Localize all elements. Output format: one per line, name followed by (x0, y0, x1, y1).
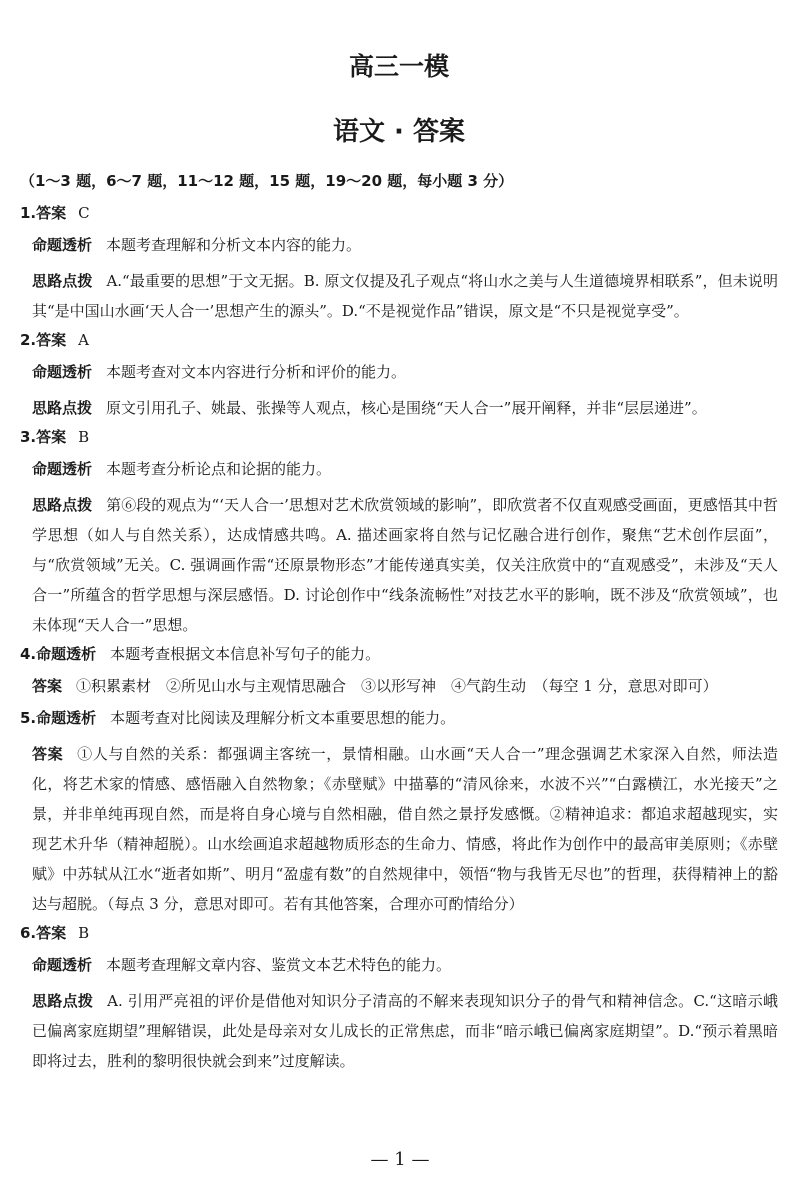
hint-label: 思路点拨 (32, 399, 93, 417)
q6-answer: B (78, 924, 90, 942)
q4-answer-row (20, 675, 778, 697)
q3-analysis: 本题考查分析论点和论据的能力。 (106, 460, 332, 478)
page-number: — 1 — (370, 1149, 430, 1170)
q5-analysis-row (20, 707, 778, 729)
q3-hint: 第⑥段的观点为“‘天人合一’思想对艺术欣赏领域的影响”，即欣赏者不仅直观感受画面，更感悟其中哲学思想（如人与自然关系），达成情感共鸣。A. 描述画家将自然与记忆融合进行创作，聚焦“艺术创作层面”，与“欣赏领域”无关。C. 强调画作需“还原景物形态”才能传递真实美，仅关注欣赏中的“直观感受”，未涉及“天人合一”所蕴含的哲学思想与深层感悟。D. 讨论创作中“线条流畅性”对技艺水平的影响，既不涉及“欣赏领域”，也未体现“天人合一”思想。 (32, 496, 778, 634)
q3-analysis-row (20, 458, 778, 480)
analysis-label: 命题透析 (32, 363, 93, 381)
hint-label: 思路点拨 (32, 272, 93, 290)
q1-answer-row (20, 202, 778, 224)
analysis-label: 命题透析 (32, 460, 93, 478)
q1-number: 1. (20, 204, 37, 222)
q1-hint: A.“最重要的思想”于文无据。B. 原文仅提及孔子观点“将山水之美与人生道德境界相联系”，但未说明其“是中国山水画‘天人合一’思想产生的源头”。D.“不是视觉作品”错误，原文是“不只是视觉享受”。 (32, 272, 778, 320)
q1-hint-row (20, 266, 778, 326)
analysis-label: 命题透析 (32, 956, 93, 974)
q4-answer: ①积累素材 ②所见山水与主观情思融合 ③以形写神 ④气韵生动 （每空 1 分，意思对即可） (76, 677, 718, 695)
q3-number: 3. (20, 428, 37, 446)
q5-answer-row (20, 739, 778, 919)
hint-label: 思路点拨 (32, 992, 94, 1010)
q3-answer-row (20, 426, 778, 448)
q6-number: 6. (20, 924, 37, 942)
q4-number: 4. (20, 645, 37, 663)
q6-answer-row (20, 922, 778, 944)
q3-answer: B (78, 428, 90, 446)
q6-hint-row (20, 986, 778, 1076)
analysis-label: 命题透析 (32, 236, 93, 254)
answer-label: 答案 (32, 745, 64, 763)
answer-label: 答案 (36, 331, 67, 349)
q4-analysis-row (20, 643, 778, 665)
page-title: 高三一模 (348, 52, 449, 81)
answer-content (20, 170, 778, 1076)
q2-hint: 原文引用孔子、姚最、张操等人观点，核心是围绕“天人合一”展开阐释，并非“层层递进”。 (106, 399, 707, 417)
q4-analysis: 本题考查根据文本信息补写句子的能力。 (110, 645, 381, 663)
q1-analysis: 本题考查理解和分析文本内容的能力。 (106, 236, 362, 254)
q2-number: 2. (20, 331, 37, 349)
analysis-label: 命题透析 (36, 645, 97, 663)
q2-answer: A (78, 331, 89, 349)
answer-label: 答案 (36, 204, 67, 222)
q3-hint-row (20, 490, 778, 640)
page-subtitle: 语文 · 答案 (333, 117, 465, 147)
q5-answer: ①人与自然的关系：都强调主客统一，景情相融。山水画“天人合一”理念强调艺术家深入自然，师法造化，将艺术家的情感、感悟融入自然物象；《赤壁赋》中描摹的“清风徐来，水波不兴”“白露横江，水光接天”之景，并非单纯再现自然，而是将自身心境与自然相融，借自然之景抒发感慨。②精神追求：都追求超越现实，实现艺术升华（精神超脱）。山水绘画追求超越物质形态的生命力、情感，将此作为创作中的最高审美原则；《赤壁赋》中苏轼从江水“逝者如斯”、明月“盈虚有数”的自然规律中，领悟“物与我皆无尽也”的哲理，获得精神上的豁达与超脱。（每点 3 分，意思对即可。若有其他答案，合理亦可酌情给分） (32, 745, 778, 913)
answer-label: 答案 (36, 924, 67, 942)
q2-answer-row (20, 329, 778, 351)
q5-analysis: 本题考查对比阅读及理解分析文本重要思想的能力。 (110, 709, 456, 727)
hint-label: 思路点拨 (32, 496, 93, 514)
answer-label: 答案 (36, 428, 67, 446)
scoring-intro: （1～3 题，6～7 题，11～12 题，15 题，19～20 题，每小题 3 分） (20, 172, 514, 190)
q6-analysis: 本题考查理解文章内容、鉴赏文本艺术特色的能力。 (106, 956, 452, 974)
analysis-label: 命题透析 (36, 709, 97, 727)
q6-analysis-row (20, 954, 778, 976)
q2-analysis-row (20, 361, 778, 383)
q2-hint-row (20, 393, 778, 423)
answer-label: 答案 (32, 677, 63, 695)
q5-number: 5. (20, 709, 37, 727)
q2-analysis: 本题考查对文本内容进行分析和评价的能力。 (106, 363, 407, 381)
q1-analysis-row (20, 234, 778, 256)
q1-answer: C (78, 204, 90, 222)
q6-hint: A. 引用严亮祖的评价是借他对知识分子清高的不解来表现知识分子的骨气和精神信念。C.“这暗示峨已偏离家庭期望”理解错误，此处是母亲对女儿成长的正常焦虑，而非“暗示峨已偏离家庭期望”。D.“预示着黑暗即将过去，胜利的黎明很快就会到来”过度解读。 (32, 992, 778, 1070)
